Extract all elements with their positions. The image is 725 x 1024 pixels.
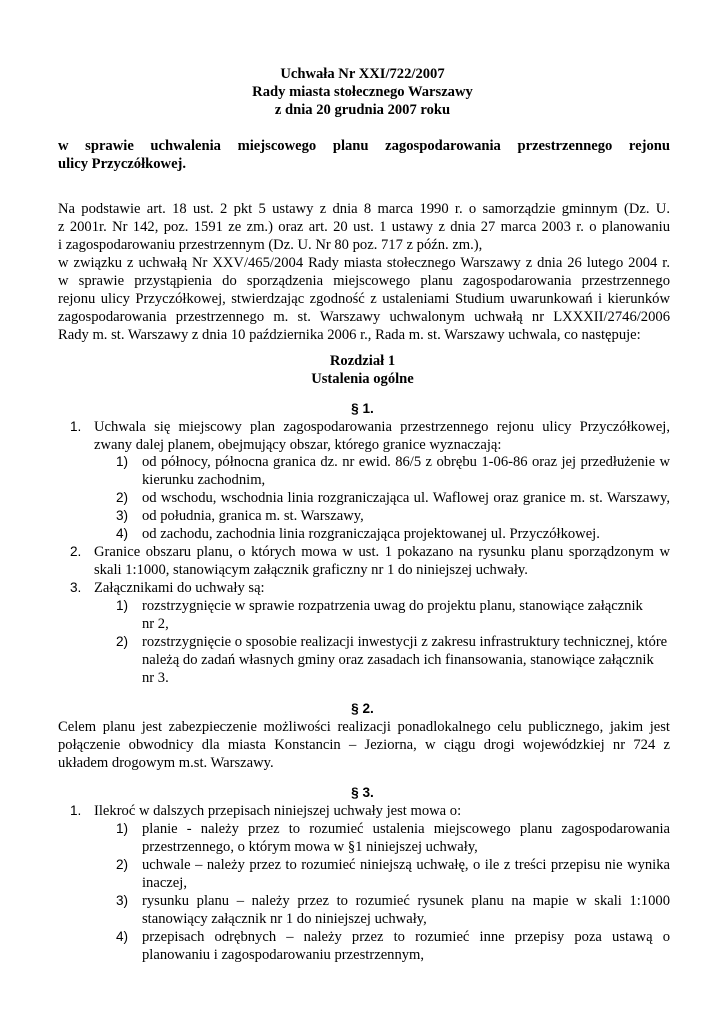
resolution-title: Uchwała Nr XXI/722/2007 xyxy=(280,66,445,82)
paragraph-line: zwany dalej planem, obejmujący obszar, którego granice wyznaczają: xyxy=(94,437,502,453)
list-item-number: 2) xyxy=(116,857,129,872)
paragraph-line: układem drogowym m.st. Warszawy. xyxy=(58,755,274,771)
list-item-number: 4) xyxy=(116,526,129,541)
list-item-line: planie - należy przez to rozumieć ustalenia miejscowego planu zagospodarowania xyxy=(142,821,670,837)
paragraph-line: Granice obszaru planu, o których mowa w ust. 1 pokazano na rysunku planu sporządzonym w xyxy=(94,544,670,560)
list-item-line: planowaniu i zagospodarowaniu przestrzennym, xyxy=(142,947,425,963)
list-item-number: 3) xyxy=(116,893,129,908)
resolution-issuer: Rady miasta stołecznego Warszawy xyxy=(252,84,473,100)
preamble-line: Na podstawie art. 18 ust. 2 pkt 5 ustawy z dnia 8 marca 1990 r. o samorządzie gminnym (Dz. U. xyxy=(58,201,670,217)
preamble-line: Rady m. st. Warszawy z dnia 10 października 2006 r., Rada m. st. Warszawy uchwala, co następuje: xyxy=(58,327,641,343)
list-item-line: od zachodu, zachodnia linia rozgraniczająca projektowanej ul. Przyczółkowej. xyxy=(142,526,600,542)
list-item-number: 2) xyxy=(116,634,129,649)
paragraph-number: 1. xyxy=(70,803,82,818)
paragraph-line: Celem planu jest zabezpieczenie możliwości realizacji ponadlokalnego celu publicznego, jakim jest xyxy=(58,719,670,735)
section-2-heading: § 2. xyxy=(351,701,374,716)
paragraph-line: Uchwala się miejscowy plan zagospodarowania przestrzennego rejonu ulicy Przyczółkowej, xyxy=(94,419,670,435)
section-3-heading: § 3. xyxy=(351,785,374,800)
list-item-line: kierunku zachodnim, xyxy=(142,472,266,488)
list-item-line: od północy, północna granica dz. nr ewid. 86/5 z obrębu 1-06-86 oraz jej przedłużenie w xyxy=(142,454,670,470)
preamble-line: w sprawie przystąpienia do sporządzenia miejscowego planu zagospodarowania przestrzennego xyxy=(58,273,670,289)
list-item-line: rozstrzygnięcie w sprawie rozpatrzenia uwag do projektu planu, stanowiące załącznik xyxy=(142,598,643,614)
preamble-line: i zagospodarowaniu przestrzennym (Dz. U. Nr 80 poz. 717 z późn. zm.), xyxy=(58,237,483,253)
paragraph-number: 2. xyxy=(70,544,82,559)
list-item-number: 4) xyxy=(116,929,129,944)
preamble-line: w związku z uchwałą Nr XXV/465/2004 Rady miasta stołecznego Warszawy z dnia 26 lutego 2004 r. xyxy=(58,255,670,271)
list-item-line: od południa, granica m. st. Warszawy, xyxy=(142,508,364,524)
chapter-title: Rozdział 1 xyxy=(329,353,396,369)
list-item-line: stanowiący załącznik nr 1 do niniejszej uchwały, xyxy=(142,911,427,927)
list-item-line: inaczej, xyxy=(142,875,187,891)
resolution-date: z dnia 20 grudnia 2007 roku xyxy=(274,102,451,118)
list-item-line: przepisach odrębnych – należy przez to rozumieć inne przepisy poza ustawą o xyxy=(142,929,670,945)
list-item-line: rozstrzygnięcie o sposobie realizacji inwestycji z zakresu infrastruktury technicznej, które xyxy=(142,634,668,650)
preamble-line: z 2001r. Nr 142, poz. 1591 ze zm.) oraz art. 20 ust. 1 ustawy z dnia 27 marca 2003 r. o planowaniu xyxy=(58,219,670,235)
paragraph-number: 3. xyxy=(70,580,82,595)
subject-line-2: ulicy Przyczółkowej. xyxy=(58,156,187,172)
paragraph-line: Ilekroć w dalszych przepisach niniejszej uchwały jest mowa o: xyxy=(94,803,462,819)
paragraph-line: połączenie obwodnicy dla miasta Konstancin – Jeziorna, w ciągu drogi wojewódzkiej nr 724 z xyxy=(58,737,670,753)
list-item-line: nr 3. xyxy=(142,670,169,686)
paragraph-line: skali 1:1000, stanowiącym załącznik graficzny nr 1 do niniejszej uchwały. xyxy=(94,562,528,578)
list-item-line: rysunku planu – należy przez to rozumieć rysunek planu na mapie w skali 1:1000 xyxy=(142,893,670,909)
list-item-line: przestrzennego, o którym mowa w §1 niniejszej uchwały, xyxy=(142,839,478,855)
list-item-number: 2) xyxy=(116,490,129,505)
list-item-line: należą do zadań własnych gminy oraz zasadach ich finansowania, stanowiące załącznik xyxy=(142,652,654,668)
list-item-number: 1) xyxy=(116,821,129,836)
preamble-line: rejonu ulicy Przyczółkowej, stwierdzając zgodność z ustaleniami Studium uwarunkowań i kierunków xyxy=(58,291,670,307)
list-item-number: 1) xyxy=(116,454,129,469)
paragraph-number: 1. xyxy=(70,419,82,434)
preamble-line: zagospodarowania przestrzennego m. st. Warszawy uchwalonym uchwałą nr LXXXII/2746/2006 xyxy=(58,309,670,325)
list-item-line: od wschodu, wschodnia linia rozgraniczająca ul. Waflowej oraz granice m. st. Warszawy, xyxy=(142,490,670,506)
list-item-line: nr 2, xyxy=(142,616,169,632)
list-item-number: 1) xyxy=(116,598,129,613)
subject-line-1: w sprawie uchwalenia miejscowego planu zagospodarowania przestrzennego rejonu xyxy=(58,138,670,154)
list-item-line: uchwale – należy przez to rozumieć niniejszą uchwałę, o ile z treści przepisu nie wynika xyxy=(142,857,670,873)
chapter-subtitle: Ustalenia ogólne xyxy=(311,371,414,387)
list-item-number: 3) xyxy=(116,508,129,523)
section-1-heading: § 1. xyxy=(351,401,374,416)
paragraph-line: Załącznikami do uchwały są: xyxy=(94,580,265,596)
